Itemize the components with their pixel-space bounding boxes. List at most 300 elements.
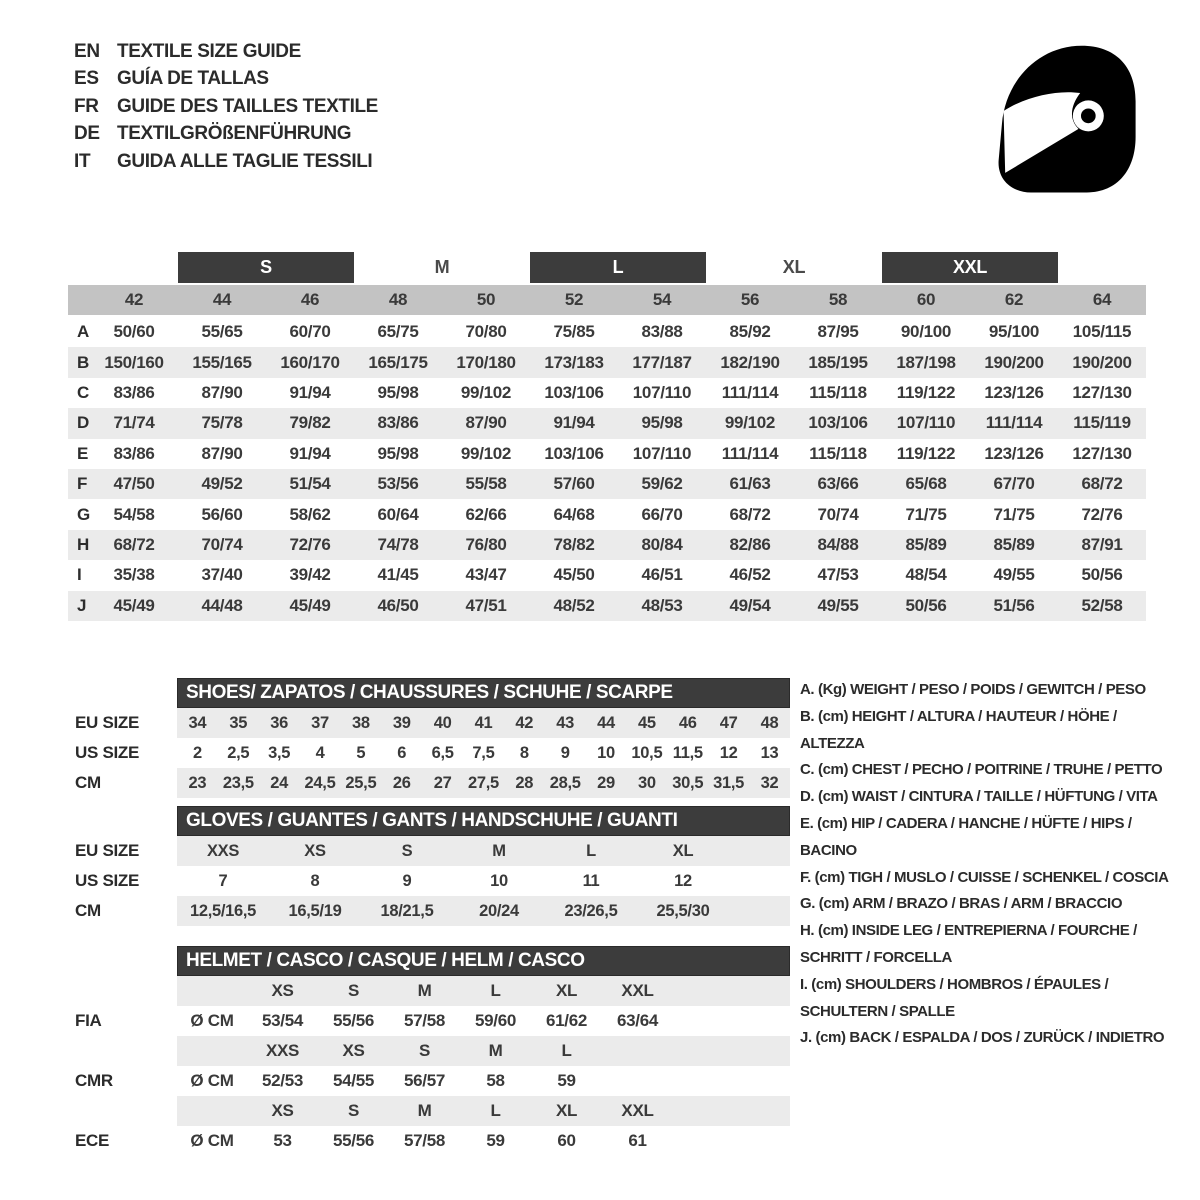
helmet-size-value: 56/57 xyxy=(403,1071,446,1090)
size-cell: 60/64 xyxy=(377,504,419,524)
table-row xyxy=(68,408,1146,438)
helmet-size-label: S xyxy=(347,1101,360,1120)
size-cell: 95/98 xyxy=(377,443,419,463)
size-cell: 80/84 xyxy=(641,534,683,554)
size-cell: 56/60 xyxy=(201,504,243,524)
size-cell: 87/90 xyxy=(201,382,243,402)
language-row xyxy=(74,148,378,176)
gloves-section-title: GLOVES / GUANTES / GANTS / HANDSCHUHE / GUANTI xyxy=(186,810,678,831)
size-group-box: S xyxy=(178,252,354,283)
helmet-size-label: XXL xyxy=(621,981,654,1000)
size-cell: 107/110 xyxy=(896,413,956,433)
legend-item: G. (cm) ARM / BRAZO / BRAS / ARM / BRACCIO xyxy=(800,895,1123,913)
size-cell: 115/118 xyxy=(809,382,867,402)
size-value: 31,5 xyxy=(713,773,745,792)
size-value: 16,5/19 xyxy=(288,901,342,920)
size-cell: 115/118 xyxy=(809,443,867,463)
size-value: S xyxy=(401,841,413,860)
size-value: 28 xyxy=(515,773,534,792)
helmet-table-body xyxy=(68,976,790,1156)
size-table-body xyxy=(68,317,1146,621)
table-row xyxy=(68,499,1146,529)
size-value: M xyxy=(492,841,506,860)
gloves-table-body xyxy=(68,836,790,926)
helmet-cert-block xyxy=(68,1096,790,1156)
table-row xyxy=(68,866,790,896)
gloves-title-bar xyxy=(177,806,790,836)
spacer xyxy=(68,1036,177,1066)
size-cell: 45/49 xyxy=(113,595,155,615)
table-row xyxy=(68,469,1146,499)
size-value: 24 xyxy=(270,773,289,792)
size-cell: 85/89 xyxy=(905,534,947,554)
helmet-size-value: 59 xyxy=(486,1131,505,1150)
values-strip xyxy=(177,1066,790,1096)
table-row xyxy=(68,317,1146,347)
size-value: 18/21,5 xyxy=(380,901,434,920)
size-value: 10,5 xyxy=(631,743,663,762)
shoes-section xyxy=(68,678,790,798)
helmet-size-value: 60 xyxy=(557,1131,576,1150)
size-cell: 72/76 xyxy=(1081,504,1123,524)
language-title-block xyxy=(74,38,378,176)
size-columns-band xyxy=(68,285,1146,315)
size-cell: 50/60 xyxy=(113,322,155,342)
size-value: 34 xyxy=(188,713,207,732)
row-label: F xyxy=(77,474,88,494)
row-values xyxy=(177,738,790,768)
size-cell: 65/68 xyxy=(905,474,947,494)
shoes-title-bar xyxy=(177,678,790,708)
size-value: 3,5 xyxy=(268,743,291,762)
size-value: 36 xyxy=(270,713,289,732)
size-cell: 115/119 xyxy=(1073,413,1131,433)
size-cell: 49/52 xyxy=(201,474,243,494)
helmet-size-value: 61 xyxy=(628,1131,647,1150)
size-cell: 111/114 xyxy=(985,413,1043,433)
size-cell: 78/82 xyxy=(553,534,595,554)
values-strip xyxy=(177,1006,790,1036)
row-values xyxy=(90,444,1146,464)
row-label: H xyxy=(77,534,89,554)
size-cell: 67/70 xyxy=(993,474,1035,494)
helmet-size-label: XL xyxy=(555,1101,578,1120)
size-cell: 61/63 xyxy=(729,474,771,494)
size-column-label: 64 xyxy=(1092,290,1112,309)
helmet-size-label: M xyxy=(488,1041,503,1060)
row-label: C xyxy=(77,382,89,402)
size-value: 40 xyxy=(433,713,452,732)
size-cell: 70/74 xyxy=(201,534,243,554)
size-value: 41 xyxy=(474,713,493,732)
size-cell: 43/47 xyxy=(465,565,507,585)
size-value: 28,5 xyxy=(549,773,581,792)
legend-item: A. (Kg) WEIGHT / PESO / POIDS / GEWITCH / PESO xyxy=(800,681,1146,698)
language-code: IT xyxy=(74,150,91,172)
helmet-size-label: XXL xyxy=(621,1101,654,1120)
size-value: 7 xyxy=(218,871,228,890)
size-value: 27 xyxy=(433,773,452,792)
size-cell: 95/98 xyxy=(641,413,683,433)
row-label: CM xyxy=(75,901,101,920)
helmet-size-value: 57/58 xyxy=(403,1131,446,1150)
size-values xyxy=(247,1071,673,1091)
helmet-section-title: HELMET / CASCO / CASQUE / HELM / CASCO xyxy=(186,950,585,971)
row-label: G xyxy=(77,504,90,524)
row-label: US SIZE xyxy=(75,871,140,890)
size-value: 39 xyxy=(392,713,411,732)
helmet-size-label: M xyxy=(417,981,432,1000)
size-value: 38 xyxy=(351,713,370,732)
size-group-box: M xyxy=(434,257,450,277)
size-cell: 91/94 xyxy=(553,413,595,433)
helmet-cert-block xyxy=(68,1036,790,1096)
helmet-size-value: 59 xyxy=(557,1071,576,1090)
size-column-label: 58 xyxy=(828,290,848,309)
language-row xyxy=(74,38,378,66)
size-group-box: XXL xyxy=(882,252,1058,283)
helmet-size-label: XXS xyxy=(265,1041,300,1060)
legend-item: J. (cm) BACK / ESPALDA / DOS / ZURÜCK / INDIETRO xyxy=(800,1029,1165,1047)
size-cell: 54/58 xyxy=(113,504,155,524)
language-code: EN xyxy=(74,40,100,62)
language-title: TEXTILGRÖßENFÜHRUNG xyxy=(117,123,352,145)
helmet-values-row xyxy=(68,1006,790,1036)
size-value: 37 xyxy=(311,713,329,732)
size-cell: 66/70 xyxy=(641,504,683,524)
size-value: 12,5/16,5 xyxy=(189,901,257,920)
size-values xyxy=(247,1131,673,1151)
size-group-list xyxy=(178,252,1058,283)
row-values xyxy=(90,322,1146,342)
size-cell: 51/54 xyxy=(289,474,331,494)
row-values xyxy=(90,413,1146,433)
helmet-size-label: L xyxy=(561,1041,572,1060)
size-cell: 47/53 xyxy=(817,565,859,585)
shoes-section-title: SHOES/ ZAPATOS / CHAUSSURES / SCHUHE / SCARPE xyxy=(186,682,673,703)
size-cell: 39/42 xyxy=(289,565,331,585)
size-value: 10 xyxy=(490,871,508,890)
size-cell: 46/50 xyxy=(377,595,419,615)
language-code: ES xyxy=(74,68,99,90)
helmet-size-label: S xyxy=(418,1041,431,1060)
size-cell: 48/53 xyxy=(641,595,683,615)
size-cell: 51/56 xyxy=(993,595,1035,615)
row-values xyxy=(90,505,1146,525)
size-value: XL xyxy=(672,841,694,860)
size-cell: 46/51 xyxy=(641,565,683,585)
row-values xyxy=(90,383,1146,403)
table-row xyxy=(68,347,1146,377)
helmet-sizes-row xyxy=(68,1036,790,1066)
helmet-sizes-row xyxy=(68,976,790,1006)
size-cell: 65/75 xyxy=(377,322,419,342)
size-cell: 63/66 xyxy=(817,474,859,494)
size-cell: 90/100 xyxy=(900,322,952,342)
size-cell: 84/88 xyxy=(817,534,859,554)
size-cell: 87/90 xyxy=(201,443,243,463)
size-cell: 177/187 xyxy=(632,352,692,372)
size-cell: 103/106 xyxy=(544,443,604,463)
row-label: A xyxy=(77,322,89,342)
size-value: 20/24 xyxy=(479,901,519,920)
size-cell: 127/130 xyxy=(1072,443,1132,463)
table-row xyxy=(68,378,1146,408)
size-value: 10 xyxy=(597,743,615,762)
size-value: 25,5/30 xyxy=(656,901,710,920)
helmet-size-value: 61/62 xyxy=(545,1011,588,1030)
size-value: 47 xyxy=(719,713,738,732)
row-values xyxy=(90,474,1146,494)
size-cell: 55/65 xyxy=(201,322,243,342)
size-column-label: 48 xyxy=(388,290,408,309)
size-cell: 99/102 xyxy=(460,443,512,463)
size-value: 43 xyxy=(556,713,575,732)
spacer xyxy=(1058,252,1146,283)
size-value: 44 xyxy=(597,713,615,732)
row-label: CM xyxy=(75,773,101,792)
helmet-size-label: M xyxy=(417,1101,432,1120)
helmet-cert-block xyxy=(68,976,790,1036)
helmet-values-row xyxy=(68,1066,790,1096)
helmet-cert-label: CMR xyxy=(75,1071,113,1090)
size-cell: 37/40 xyxy=(201,565,243,585)
size-cell: 150/160 xyxy=(104,352,164,372)
size-cell: 47/50 xyxy=(113,474,155,494)
size-value: 13 xyxy=(760,743,779,762)
language-row xyxy=(74,93,378,121)
helmet-size-label: L xyxy=(490,981,501,1000)
size-cell: 57/60 xyxy=(553,474,595,494)
size-value: 9 xyxy=(402,871,412,890)
row-label: B xyxy=(77,352,89,372)
size-value: 23/26,5 xyxy=(564,901,618,920)
size-cell: 59/62 xyxy=(641,474,683,494)
size-value: 30 xyxy=(638,773,656,792)
size-value: 6,5 xyxy=(431,743,454,762)
legend-item: I. (cm) SHOULDERS / HOMBROS / ÉPAULES / SCHULTERN / SPALLE xyxy=(800,975,1109,1020)
size-cell: 111/114 xyxy=(721,382,779,402)
row-values xyxy=(90,535,1146,555)
row-values xyxy=(177,896,790,926)
size-group-box: L xyxy=(530,252,706,283)
table-row xyxy=(68,591,1146,621)
diameter-unit-label: Ø CM xyxy=(190,1071,234,1090)
helmet-size-label xyxy=(602,1041,673,1061)
size-cell: 44/48 xyxy=(201,595,243,615)
size-cell: 119/122 xyxy=(896,382,956,402)
size-value: 2 xyxy=(192,743,202,762)
size-cell: 155/165 xyxy=(192,352,252,372)
size-cell: 64/68 xyxy=(553,504,595,524)
shoes-table-body xyxy=(68,708,790,798)
helmet-size-label: XS xyxy=(271,981,294,1000)
size-cell: 53/56 xyxy=(377,474,419,494)
size-group-header-row xyxy=(68,252,1146,283)
size-value: 26 xyxy=(392,773,411,792)
size-cell: 49/54 xyxy=(729,595,771,615)
helmet-size-label: L xyxy=(490,1101,501,1120)
size-value: 2,5 xyxy=(227,743,250,762)
size-cell: 160/170 xyxy=(280,352,340,372)
size-cell: 105/115 xyxy=(1072,322,1132,342)
size-cell: 85/92 xyxy=(729,322,771,342)
size-cell: 50/56 xyxy=(1081,565,1123,585)
helmet-size-label: S xyxy=(347,981,360,1000)
size-cell: 49/55 xyxy=(993,565,1035,585)
diameter-unit-label: Ø CM xyxy=(190,1011,234,1030)
size-cell: 62/66 xyxy=(465,504,507,524)
row-label: EU SIZE xyxy=(75,713,140,732)
size-cell: 83/88 xyxy=(641,322,683,342)
size-cell: 190/200 xyxy=(984,352,1044,372)
size-value: 23,5 xyxy=(222,773,254,792)
size-labels xyxy=(247,981,673,1001)
row-values xyxy=(90,353,1146,373)
size-cell: 99/102 xyxy=(724,413,776,433)
size-cell: 82/86 xyxy=(729,534,771,554)
row-values xyxy=(90,565,1146,585)
helmet-title-bar xyxy=(177,946,790,976)
size-value: 9 xyxy=(560,743,570,762)
size-cell: 99/102 xyxy=(460,382,512,402)
size-value: 32 xyxy=(760,773,779,792)
language-title: GUÍA DE TALLAS xyxy=(117,68,269,90)
size-cell: 91/94 xyxy=(289,382,331,402)
values-strip xyxy=(177,1126,790,1156)
size-value: 48 xyxy=(760,713,779,732)
size-cell: 87/90 xyxy=(465,413,507,433)
table-row xyxy=(68,768,790,798)
helmet-size-value: 63/64 xyxy=(616,1011,659,1030)
racing-helmet-graphic xyxy=(983,36,1148,199)
row-label: US SIZE xyxy=(75,743,140,762)
size-labels xyxy=(247,1041,673,1061)
size-cell: 170/180 xyxy=(456,352,516,372)
size-value: XXS xyxy=(206,841,240,860)
size-cell: 91/94 xyxy=(289,443,331,463)
gloves-section xyxy=(68,806,790,926)
helmet-values-row xyxy=(68,1126,790,1156)
size-column-label: 54 xyxy=(652,290,672,309)
helmet-section xyxy=(68,946,790,1156)
main-size-table xyxy=(68,252,1146,621)
legend-item: H. (cm) INSIDE LEG / ENTREPIERNA / FOURCHE / SCHRITT / FORCELLA xyxy=(800,922,1137,966)
helmet-size-label: XS xyxy=(271,1101,294,1120)
size-column-label: 52 xyxy=(564,290,584,309)
helmet-size-value: 53 xyxy=(273,1131,292,1150)
size-column-label: 44 xyxy=(212,290,232,309)
size-cell: 74/78 xyxy=(377,534,419,554)
helmet-size-label: XS xyxy=(342,1041,365,1060)
size-cell: 71/75 xyxy=(993,504,1035,524)
size-cell: 103/106 xyxy=(544,382,604,402)
table-row xyxy=(68,530,1146,560)
helmet-size-value: 58 xyxy=(486,1071,505,1090)
helmet-size-value xyxy=(602,1071,673,1091)
size-cell: 71/75 xyxy=(905,504,947,524)
size-cell: 87/95 xyxy=(817,322,859,342)
language-title: GUIDA ALLE TAGLIE TESSILI xyxy=(117,150,373,172)
language-row xyxy=(74,121,378,149)
table-row xyxy=(68,560,1146,590)
size-cell: 173/183 xyxy=(544,352,604,372)
helmet-size-value: 59/60 xyxy=(474,1011,517,1030)
helmet-size-value: 54/55 xyxy=(332,1071,375,1090)
size-cell: 75/78 xyxy=(201,413,243,433)
table-row xyxy=(68,439,1146,469)
row-values xyxy=(177,708,790,738)
size-cell: 55/58 xyxy=(465,474,507,494)
size-cell: 111/114 xyxy=(721,443,779,463)
size-cell: 107/110 xyxy=(632,443,692,463)
size-cell: 190/200 xyxy=(1072,352,1132,372)
legend-item: C. (cm) CHEST / PECHO / POITRINE / TRUHE / PETTO xyxy=(800,761,1163,779)
diameter-unit-label: Ø CM xyxy=(190,1131,234,1150)
size-column-label: 46 xyxy=(300,290,320,309)
size-value: 29 xyxy=(597,773,615,792)
size-cell: 70/74 xyxy=(817,504,859,524)
row-label: J xyxy=(77,595,87,615)
size-value: 5 xyxy=(356,743,366,762)
size-cell: 71/74 xyxy=(113,413,155,433)
size-cell: 107/110 xyxy=(632,382,692,402)
size-column-label: 56 xyxy=(740,290,760,309)
size-cell: 165/175 xyxy=(368,352,428,372)
size-cell: 45/49 xyxy=(289,595,331,615)
language-title: GUIDE DES TAILLES TEXTILE xyxy=(117,95,378,117)
size-cell: 76/80 xyxy=(465,534,507,554)
size-cell: 58/62 xyxy=(289,504,331,524)
size-cell: 47/51 xyxy=(465,595,507,615)
size-value: XS xyxy=(304,841,326,860)
size-cell: 185/195 xyxy=(808,352,868,372)
size-column-label: 42 xyxy=(124,290,144,309)
row-label: D xyxy=(77,413,89,433)
size-cell: 123/126 xyxy=(984,443,1044,463)
size-column-list xyxy=(90,290,1146,310)
size-cell: 48/52 xyxy=(553,595,595,615)
size-column-label: 62 xyxy=(1004,290,1024,309)
size-cell: 41/45 xyxy=(377,565,419,585)
size-cell: 46/52 xyxy=(729,565,771,585)
size-labels xyxy=(247,1101,673,1121)
legend-item: B. (cm) HEIGHT / ALTURA / HAUTEUR / HÖHE / ALTEZZA xyxy=(800,707,1117,752)
size-value: 12 xyxy=(719,743,738,762)
size-cell: 79/82 xyxy=(289,413,331,433)
size-group-box: XL xyxy=(782,257,806,277)
size-value: 11 xyxy=(582,871,600,890)
helmet-size-value: 57/58 xyxy=(403,1011,446,1030)
size-cell: 85/89 xyxy=(993,534,1035,554)
size-value: 11,5 xyxy=(672,743,703,762)
size-cell: 75/85 xyxy=(553,322,595,342)
size-cell: 50/56 xyxy=(905,595,947,615)
size-cell: 83/86 xyxy=(377,413,419,433)
size-value: 35 xyxy=(229,713,248,732)
size-cell: 83/86 xyxy=(113,443,155,463)
size-value: 4 xyxy=(315,743,325,762)
helmet-cert-label: FIA xyxy=(75,1011,102,1030)
size-value: 42 xyxy=(515,713,534,732)
row-values xyxy=(90,596,1146,616)
size-value: L xyxy=(586,841,596,860)
spacer xyxy=(90,252,178,283)
size-value: 25,5 xyxy=(345,773,377,792)
row-label: EU SIZE xyxy=(75,841,140,860)
size-value: 24,5 xyxy=(304,773,336,792)
helmet-cert-label: ECE xyxy=(75,1131,110,1150)
